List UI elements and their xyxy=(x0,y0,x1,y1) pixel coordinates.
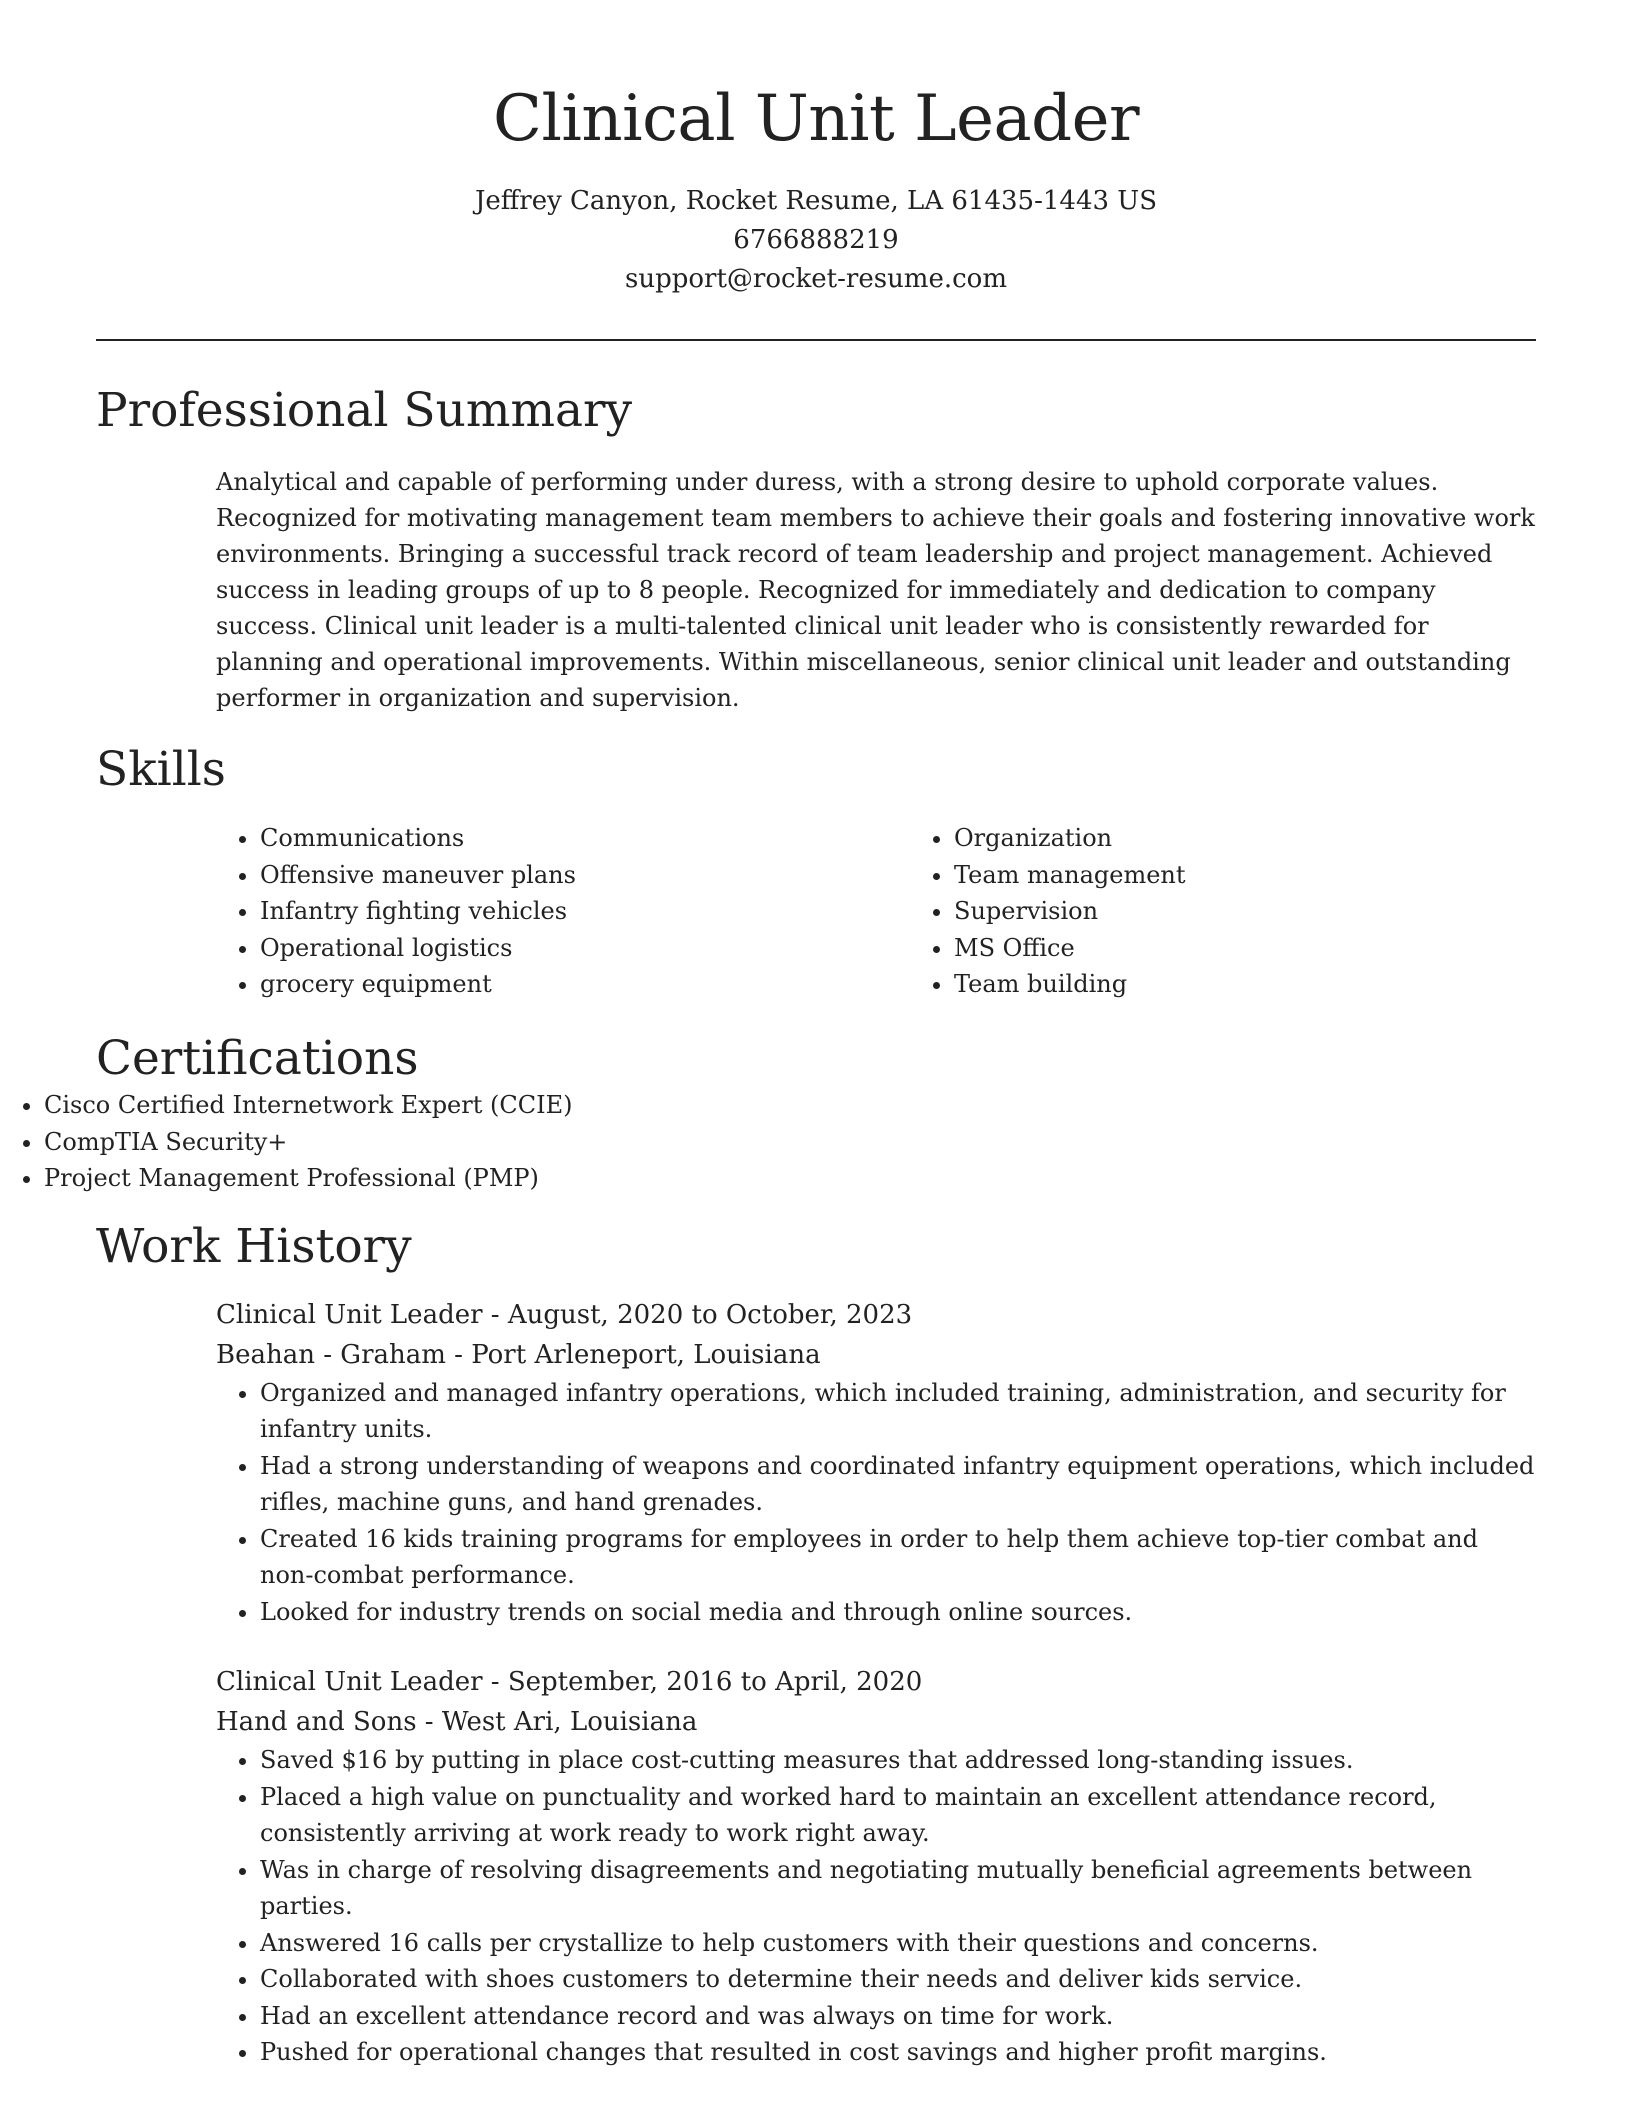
job-role-line: Clinical Unit Leader - September, 2016 to April, 2020 xyxy=(216,1667,923,1698)
job-company-line: Beahan - Graham - Port Arleneport, Louisiana xyxy=(216,1339,821,1370)
job-bullet: • Looked for industry trends on social media and through online sources. xyxy=(260,1594,1536,1631)
job-bullet: • Was in charge of resolving disagreements and negotiating mutually beneficial agreements between parties. xyxy=(260,1852,1536,1925)
skill-item: • Team management xyxy=(954,857,1186,894)
job-bullet: • Answered 16 calls per crystallize to help customers with their questions and concerns. xyxy=(260,1925,1536,1962)
job-entry xyxy=(216,1295,1536,1631)
skills-list-right xyxy=(910,820,1186,1003)
job-company-line: Hand and Sons - West Ari, Louisiana xyxy=(216,1707,698,1738)
certifications-section xyxy=(0,1031,1632,1197)
skills-grid xyxy=(216,820,1536,1003)
resume-name: Clinical Unit Leader xyxy=(492,82,1140,156)
job-entry xyxy=(216,1662,1536,2071)
skill-item: • grocery equipment xyxy=(260,966,910,1003)
job-bullet: • Placed a high value on punctuality and worked hard to maintain an excellent attendance record, consistently arriving at work ready to work right away. xyxy=(260,1779,1536,1852)
job-bullets xyxy=(216,1742,1536,2071)
job-bullet: • Organized and managed infantry operations, which included training, administration, and security for infantry units. xyxy=(260,1375,1536,1448)
job-role-line: Clinical Unit Leader - August, 2020 to October, 2023 xyxy=(216,1299,913,1330)
contact-phone: 6766888219 xyxy=(733,225,899,256)
job-bullet: • Saved $16 by putting in place cost-cutting measures that addressed long-standing issues. xyxy=(260,1742,1536,1779)
skill-item: • Operational logistics xyxy=(260,930,910,967)
work-history-heading: Work History xyxy=(96,1218,412,1274)
resume-header xyxy=(0,0,1632,299)
skill-item: • MS Office xyxy=(954,930,1186,967)
contact-email: support@rocket-resume.com xyxy=(624,264,1007,295)
certifications-list xyxy=(0,1087,1632,1197)
job-bullet: • Pushed for operational changes that resulted in cost savings and higher profit margins. xyxy=(260,2034,1536,2071)
job-bullet: • Created 16 kids training programs for employees in order to help them achieve top-tier combat and non-combat performance. xyxy=(260,1521,1536,1594)
skills-section xyxy=(0,742,1632,1003)
contact-address: Jeffrey Canyon, Rocket Resume, LA 61435-1443 US xyxy=(474,186,1158,217)
skill-item: • Supervision xyxy=(954,893,1186,930)
job-bullet: • Had a strong understanding of weapons and coordinated infantry equipment operations, which included rifles, machine guns, and hand grenades. xyxy=(260,1448,1536,1521)
job-bullet: • Collaborated with shoes customers to determine their needs and deliver kids service. xyxy=(260,1961,1536,1998)
certifications-heading: Certifications xyxy=(96,1030,419,1086)
summary-section xyxy=(0,383,1632,715)
work-history-section xyxy=(0,1219,1632,2071)
skills-heading: Skills xyxy=(96,741,226,797)
summary-text: Analytical and capable of performing under duress, with a strong desire to uphold corporate values. Recognized for motivating management team members to achieve their goals and fostering innovative work environments. Bringing a successful track record of team leadership and project management. Achieved success in leading groups of up to 8 people. Recognized for immediately and dedication to company success. Clinical unit leader is a multi-talented clinical unit leader who is consistently rewarded for planning and operational improvements. Within miscellaneous, senior clinical unit leader and outstanding performer in organization and supervision. xyxy=(216,467,1535,712)
skill-item: • Communications xyxy=(260,820,910,857)
skill-item: • Organization xyxy=(954,820,1186,857)
certification-item: • Project Management Professional (PMP) xyxy=(44,1160,1632,1197)
skill-item: • Offensive maneuver plans xyxy=(260,857,910,894)
job-bullet: • Had an excellent attendance record and was always on time for work. xyxy=(260,1998,1536,2035)
skills-list-left xyxy=(216,820,910,1003)
certification-item: • CompTIA Security+ xyxy=(44,1124,1632,1161)
certification-item: • Cisco Certified Internetwork Expert (CCIE) xyxy=(44,1087,1632,1124)
job-bullets xyxy=(216,1375,1536,1631)
skill-item: • Team building xyxy=(954,966,1186,1003)
summary-heading: Professional Summary xyxy=(96,383,633,439)
skill-item: • Infantry fighting vehicles xyxy=(260,893,910,930)
header-divider xyxy=(96,339,1536,341)
